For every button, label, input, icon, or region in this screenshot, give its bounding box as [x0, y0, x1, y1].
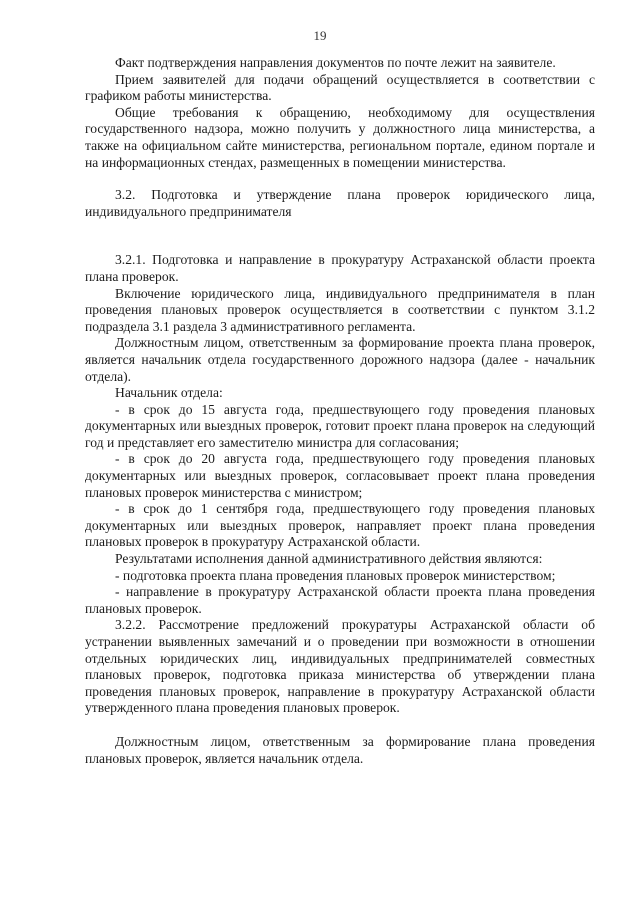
page-number: 19: [313, 28, 327, 43]
paragraph-responsible-official: Должностным лицом, ответственным за формирование проекта плана проверок, является начальник отдела государственного дорожного надзора (далее - начальник отдела).: [85, 335, 595, 384]
paragraph-plan-responsible: Должностным лицом, ответственным за формирование плана проведения плановых проверок, является начальник отдела.: [85, 733, 595, 766]
paragraph-reception-schedule: Прием заявителей для подачи обращений осуществляется в соответствии с графиком работы министерства.: [85, 71, 595, 104]
document-body: [85, 55, 595, 767]
subsection-heading-3-2-1: 3.2.1. Подготовка и направление в прокуратуру Астраханской области проекта плана проверок.: [85, 252, 595, 284]
paragraph-postal-confirmation: Факт подтверждения направления документов по почте лежит на заявителе.: [115, 55, 556, 70]
list-item-result-preparation: - подготовка проекта плана проведения плановых проверок министерством;: [115, 567, 556, 583]
subsection-heading-3-2-2: 3.2.2. Рассмотрение предложений прокуратуры Астраханской области об устранении выявленных замечаний и о проведении при возможности в отношении отдельных юридических лиц, индивидуальных предпринимателей совместных плановых проверок, подготовка приказа министерства об утверждении плана проведения плановых проверок, направление в прокуратуру Астраханской области утвержденного плана проведения плановых проверок.: [85, 617, 595, 716]
paragraph-general-requirements: Общие требования к обращению, необходимому для осуществления государственного надзора, можно получить у должностного лица министерства, а также на официальном сайте министерства, региональном портале, едином портале и на информационных стендах, размещенных в помещении министерства.: [85, 104, 595, 170]
list-item-result-submission: - направление в прокуратуру Астраханской области проекта плана проведения плановых проверок.: [85, 584, 595, 616]
list-item-deadline-aug-15: - в срок до 15 августа года, предшествующего году проведения плановых документарных или выездных проверок, готовит проект плана проверок на следующий год и представляет его заместителю министра для согласования;: [85, 401, 595, 450]
paragraph-department-head: Начальник отдела:: [115, 385, 223, 401]
list-item-deadline-sep-1: - в срок до 1 сентября года, предшествующего году проведения плановых документарных или выездных проверок, направляет проект плана проведения плановых проверок в прокуратуру Астраханской области.: [85, 501, 595, 550]
list-item-deadline-aug-20: - в срок до 20 августа года, предшествующего году проведения плановых документарных или выездных проверок, согласовывает проект плана проведения плановых проверок министерства с министром;: [85, 451, 595, 500]
paragraph-plan-inclusion: Включение юридического лица, индивидуального предпринимателя в план проведения плановых проверок осуществляется в соответствии с пунктом 3.1.2 подраздела 3.1 раздела 3 административного регламента.: [85, 285, 595, 334]
section-heading-3-2: 3.2. Подготовка и утверждение плана проверок юридического лица, индивидуального предпринимателя: [85, 187, 595, 219]
paragraph-results: Результатами исполнения данной административного действия являются:: [115, 551, 543, 567]
